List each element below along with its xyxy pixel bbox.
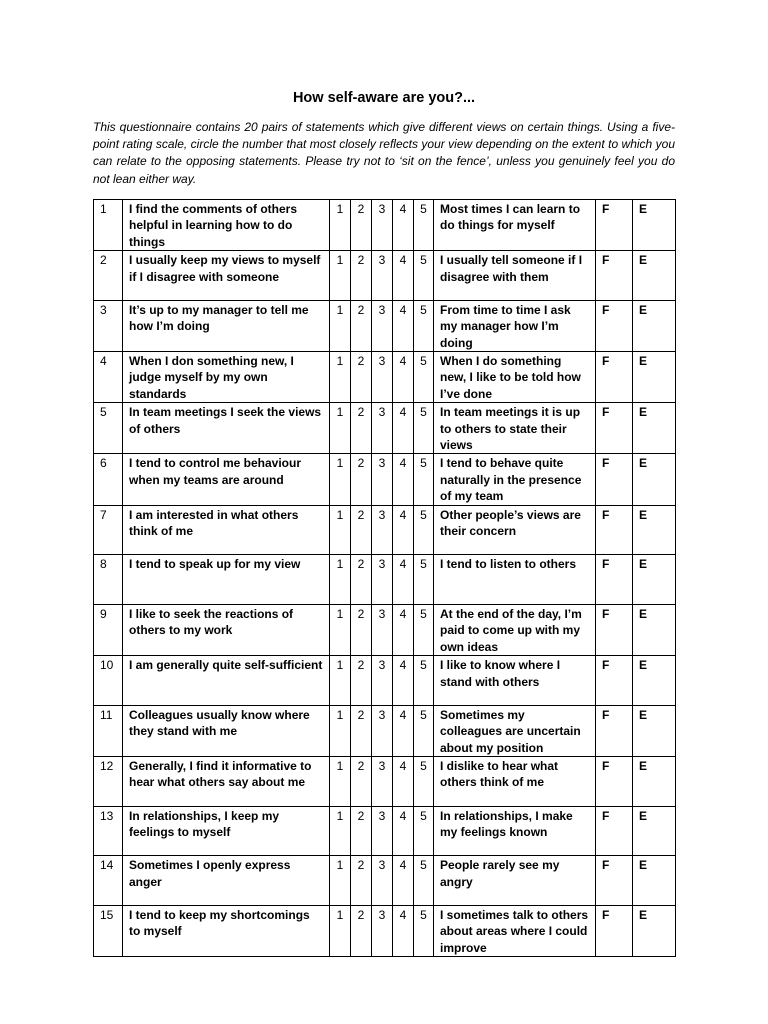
statement-right: I like to know where I stand with others	[434, 656, 596, 706]
rating-option-1[interactable]: 1	[330, 756, 351, 806]
rating-option-2[interactable]: 2	[351, 705, 372, 756]
code-e: E	[633, 454, 676, 505]
rating-option-2[interactable]: 2	[351, 454, 372, 505]
code-e: E	[633, 756, 676, 806]
rating-option-2[interactable]: 2	[351, 806, 372, 856]
code-f: F	[596, 656, 633, 706]
rating-option-1[interactable]: 1	[330, 705, 351, 756]
rating-option-5[interactable]: 5	[414, 200, 434, 251]
code-f: F	[596, 705, 633, 756]
table-row	[94, 756, 676, 806]
statement-right: I sometimes talk to others about areas where I could improve	[434, 905, 596, 956]
code-e: E	[633, 806, 676, 856]
table-row	[94, 806, 676, 856]
rating-option-1[interactable]: 1	[330, 604, 351, 655]
rating-option-5[interactable]: 5	[414, 604, 434, 655]
code-e: E	[633, 251, 676, 301]
item-number: 1	[94, 200, 123, 251]
code-e: E	[633, 200, 676, 251]
item-number: 4	[94, 352, 123, 403]
statement-left: Sometimes I openly express anger	[123, 856, 330, 906]
item-number: 8	[94, 555, 123, 605]
table-row	[94, 403, 676, 454]
rating-option-4[interactable]: 4	[393, 905, 414, 956]
code-f: F	[596, 505, 633, 555]
code-f: F	[596, 454, 633, 505]
rating-option-4[interactable]: 4	[393, 403, 414, 454]
rating-option-2[interactable]: 2	[351, 604, 372, 655]
statement-right: I tend to listen to others	[434, 555, 596, 605]
rating-option-5[interactable]: 5	[414, 251, 434, 301]
rating-option-4[interactable]: 4	[393, 200, 414, 251]
rating-option-5[interactable]: 5	[414, 806, 434, 856]
code-f: F	[596, 905, 633, 956]
rating-option-4[interactable]: 4	[393, 251, 414, 301]
rating-option-4[interactable]: 4	[393, 656, 414, 706]
rating-option-5[interactable]: 5	[414, 300, 434, 351]
rating-option-3[interactable]: 3	[372, 555, 393, 605]
item-number: 7	[94, 505, 123, 555]
table-row	[94, 656, 676, 706]
rating-option-3[interactable]: 3	[372, 905, 393, 956]
rating-option-4[interactable]: 4	[393, 454, 414, 505]
rating-option-5[interactable]: 5	[414, 856, 434, 906]
statement-right: At the end of the day, I’m paid to come up with my own ideas	[434, 604, 596, 655]
rating-option-4[interactable]: 4	[393, 604, 414, 655]
table-row	[94, 200, 676, 251]
statement-right: When I do something new, I like to be told how I’ve done	[434, 352, 596, 403]
intro-paragraph: This questionnaire contains 20 pairs of statements which give different views on certain things. Using a five-point rating scale, circle the number that most closely reflects your view depending on the extent to which you can relate to the opposing statements. Please try not to ‘sit on the fence’, unless you genuinely feel you do not lean either way.	[93, 120, 675, 186]
table-row	[94, 300, 676, 351]
item-number: 14	[94, 856, 123, 906]
statement-right: In relationships, I make my feelings known	[434, 806, 596, 856]
code-f: F	[596, 300, 633, 351]
statement-left: I am interested in what others think of me	[123, 505, 330, 555]
rating-option-4[interactable]: 4	[393, 806, 414, 856]
rating-option-1[interactable]: 1	[330, 300, 351, 351]
rating-option-2[interactable]: 2	[351, 200, 372, 251]
statement-right: I usually tell someone if I disagree with them	[434, 251, 596, 301]
rating-option-3[interactable]: 3	[372, 454, 393, 505]
questionnaire-body	[94, 200, 676, 957]
statement-left: I tend to keep my shortcomings to myself	[123, 905, 330, 956]
code-e: E	[633, 403, 676, 454]
statement-left: I tend to speak up for my view	[123, 555, 330, 605]
rating-option-2[interactable]: 2	[351, 251, 372, 301]
statement-left: In team meetings I seek the views of others	[123, 403, 330, 454]
rating-option-5[interactable]: 5	[414, 505, 434, 555]
rating-option-2[interactable]: 2	[351, 756, 372, 806]
table-row	[94, 555, 676, 605]
statement-right: I dislike to hear what others think of me	[434, 756, 596, 806]
table-row	[94, 505, 676, 555]
item-number: 10	[94, 656, 123, 706]
code-e: E	[633, 505, 676, 555]
rating-option-2[interactable]: 2	[351, 352, 372, 403]
rating-option-5[interactable]: 5	[414, 905, 434, 956]
rating-option-1[interactable]: 1	[330, 403, 351, 454]
rating-option-1[interactable]: 1	[330, 505, 351, 555]
rating-option-5[interactable]: 5	[414, 403, 434, 454]
statement-left: I find the comments of others helpful in learning how to do things	[123, 200, 330, 251]
rating-option-1[interactable]: 1	[330, 656, 351, 706]
statement-left: Colleagues usually know where they stand with me	[123, 705, 330, 756]
statement-right: People rarely see my angry	[434, 856, 596, 906]
table-row	[94, 251, 676, 301]
rating-option-2[interactable]: 2	[351, 300, 372, 351]
rating-option-3[interactable]: 3	[372, 806, 393, 856]
code-e: E	[633, 905, 676, 956]
rating-option-3[interactable]: 3	[372, 604, 393, 655]
rating-option-1[interactable]: 1	[330, 806, 351, 856]
rating-option-2[interactable]: 2	[351, 403, 372, 454]
table-row	[94, 705, 676, 756]
rating-option-1[interactable]: 1	[330, 454, 351, 505]
code-e: E	[633, 555, 676, 605]
rating-option-1[interactable]: 1	[330, 856, 351, 906]
code-f: F	[596, 856, 633, 906]
rating-option-5[interactable]: 5	[414, 705, 434, 756]
statement-left: I like to seek the reactions of others to my work	[123, 604, 330, 655]
item-number: 15	[94, 905, 123, 956]
code-e: E	[633, 705, 676, 756]
rating-option-2[interactable]: 2	[351, 905, 372, 956]
code-f: F	[596, 403, 633, 454]
statement-left: When I don something new, I judge myself by my own standards	[123, 352, 330, 403]
rating-option-1[interactable]: 1	[330, 200, 351, 251]
rating-option-4[interactable]: 4	[393, 756, 414, 806]
code-e: E	[633, 604, 676, 655]
rating-option-3[interactable]: 3	[372, 656, 393, 706]
rating-option-3[interactable]: 3	[372, 300, 393, 351]
rating-option-4[interactable]: 4	[393, 856, 414, 906]
code-e: E	[633, 856, 676, 906]
code-f: F	[596, 806, 633, 856]
rating-option-5[interactable]: 5	[414, 352, 434, 403]
code-f: F	[596, 352, 633, 403]
rating-option-3[interactable]: 3	[372, 705, 393, 756]
statement-right: I tend to behave quite naturally in the presence of my team	[434, 454, 596, 505]
rating-option-4[interactable]: 4	[393, 555, 414, 605]
code-e: E	[633, 656, 676, 706]
rating-option-2[interactable]: 2	[351, 555, 372, 605]
statement-left: In relationships, I keep my feelings to myself	[123, 806, 330, 856]
rating-option-5[interactable]: 5	[414, 454, 434, 505]
code-f: F	[596, 604, 633, 655]
rating-option-1[interactable]: 1	[330, 555, 351, 605]
statement-right: From time to time I ask my manager how I’m doing	[434, 300, 596, 351]
item-number: 13	[94, 806, 123, 856]
rating-option-3[interactable]: 3	[372, 756, 393, 806]
rating-option-4[interactable]: 4	[393, 300, 414, 351]
statement-right: Sometimes my colleagues are uncertain about my position	[434, 705, 596, 756]
rating-option-3[interactable]: 3	[372, 251, 393, 301]
page-title: How self-aware are you?...	[292, 90, 476, 106]
statement-right: In team meetings it is up to others to state their views	[434, 403, 596, 454]
item-number: 11	[94, 705, 123, 756]
statement-left: I usually keep my views to myself if I disagree with someone	[123, 251, 330, 301]
item-number: 5	[94, 403, 123, 454]
table-row	[94, 905, 676, 956]
table-row	[94, 604, 676, 655]
rating-option-4[interactable]: 4	[393, 505, 414, 555]
item-number: 2	[94, 251, 123, 301]
questionnaire-table	[93, 199, 676, 957]
code-e: E	[633, 352, 676, 403]
code-f: F	[596, 200, 633, 251]
code-f: F	[596, 251, 633, 301]
rating-option-5[interactable]: 5	[414, 756, 434, 806]
item-number: 3	[94, 300, 123, 351]
table-row	[94, 454, 676, 505]
rating-option-4[interactable]: 4	[393, 352, 414, 403]
code-e: E	[633, 300, 676, 351]
rating-option-5[interactable]: 5	[414, 656, 434, 706]
rating-option-2[interactable]: 2	[351, 856, 372, 906]
rating-option-3[interactable]: 3	[372, 200, 393, 251]
statement-left: It’s up to my manager to tell me how I’m doing	[123, 300, 330, 351]
rating-option-3[interactable]: 3	[372, 352, 393, 403]
rating-option-2[interactable]: 2	[351, 656, 372, 706]
item-number: 9	[94, 604, 123, 655]
statement-left: I am generally quite self-sufficient	[123, 656, 330, 706]
rating-option-1[interactable]: 1	[330, 251, 351, 301]
rating-option-1[interactable]: 1	[330, 905, 351, 956]
statement-right: Other people’s views are their concern	[434, 505, 596, 555]
rating-option-3[interactable]: 3	[372, 856, 393, 906]
code-f: F	[596, 555, 633, 605]
item-number: 6	[94, 454, 123, 505]
rating-option-3[interactable]: 3	[372, 505, 393, 555]
rating-option-5[interactable]: 5	[414, 555, 434, 605]
rating-option-3[interactable]: 3	[372, 403, 393, 454]
rating-option-4[interactable]: 4	[393, 705, 414, 756]
item-number: 12	[94, 756, 123, 806]
statement-left: Generally, I find it informative to hear what others say about me	[123, 756, 330, 806]
rating-option-2[interactable]: 2	[351, 505, 372, 555]
table-row	[94, 856, 676, 906]
statement-left: I tend to control me behaviour when my teams are around	[123, 454, 330, 505]
table-row	[94, 352, 676, 403]
statement-right: Most times I can learn to do things for myself	[434, 200, 596, 251]
code-f: F	[596, 756, 633, 806]
rating-option-1[interactable]: 1	[330, 352, 351, 403]
